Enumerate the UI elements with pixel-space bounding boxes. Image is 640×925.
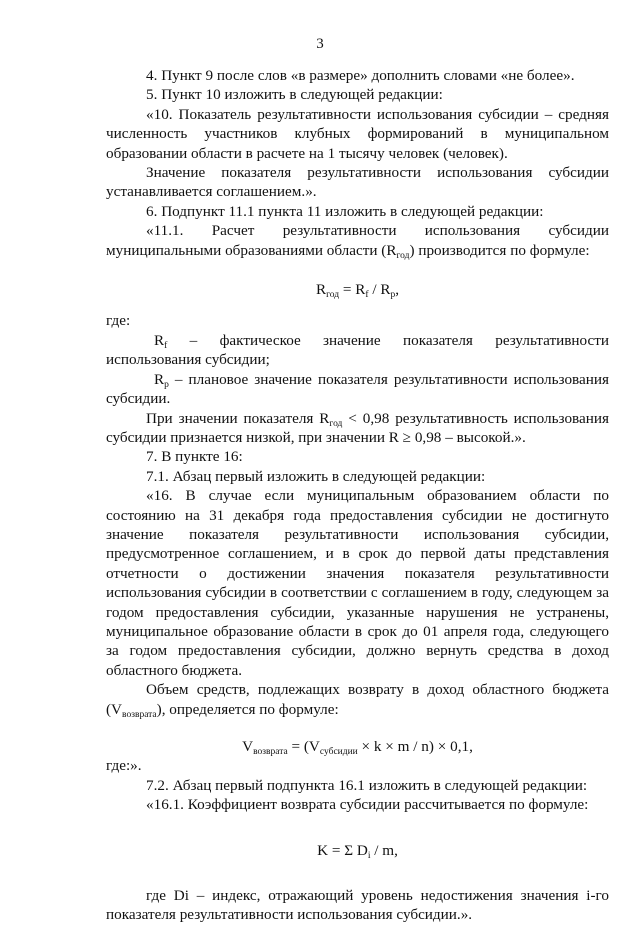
paragraph-clause-11-1: «11.1. Расчет результативности использования субсидии муниципальными образованиями области $(R_{год})$ производится по формуле: xyxy=(106,222,609,261)
paragraph-item-6: 6. Подпункт 11.1 пункта 11 изложить в следующей редакции: xyxy=(146,202,544,220)
paragraph-di-definition: где Di – индекс, отражающий уровень недостижения значения i-го показателя результативности использования субсидии.». xyxy=(106,887,609,924)
paragraph-clause-16: «16. В случае если муниципальным образованием области по состоянию на 31 декабря года предоставления субсидии не достигнуто значение показателя результативности использования субсидии, предусмотренное соглашением, и в срок до первой даты представления отчетности о достижении значения показателя результативности использования субсидии в соответствии с соглашением в году, следующем за годом предоставления субсидии, указанные нарушения не устранены, муниципальное образование области в срок до 01 апреля года, следующего за годом предоставления субсидии, должно вернуть средства в доход областного бюджета. xyxy=(106,487,609,679)
paragraph-item-7-2: 7.2. Абзац первый подпункта 16.1 изложить в следующей редакции: xyxy=(146,776,588,794)
paragraph-threshold: При значении показателя $R_{год} < 0,98$ результативность использования субсидии признается низкой, при значении R ≥ 0,98 – высокой.». xyxy=(106,409,609,446)
formula-coefficient: K = Σ $D_i$ / m, xyxy=(317,841,398,861)
paragraph-item-4: 4. Пункт 9 после слов «в размере» дополнить словами «не более». xyxy=(146,67,575,84)
paragraph-refund-volume: Объем средств, подлежащих возврату в доход областного бюджета $(V_{возврата})$, определяется по формуле: xyxy=(106,681,609,720)
definition-rp: $R_p$ – плановое значение показателя результативности использования субсидии. xyxy=(106,370,609,408)
page-number: 3 xyxy=(316,36,324,52)
paragraph-item-7-1: 7.1. Абзац первый изложить в следующей редакции: xyxy=(146,467,486,485)
document-body xyxy=(106,66,609,925)
paragraph-clause-16-1: «16.1. Коэффициент возврата субсидии рассчитывается по формуле: xyxy=(146,796,589,814)
paragraph-clause-10: «10. Показатель результативности использования субсидии – средняя численность участников клубных формирований в муниципальном образовании области в расчете на 1 тысячу человек (человек). xyxy=(106,105,609,162)
paragraph-indicator-value: Значение показателя результативности использования субсидии устанавливается соглашением.». xyxy=(106,164,609,201)
definition-rf: $R_f$ – фактическое значение показателя результативности использования субсидии; xyxy=(106,331,609,369)
paragraph-item-7: 7. В пункте 16: xyxy=(146,448,243,466)
formula-refund: $V_{возврата} = (V_{субсидии} \times k \times m / n) \times 0,1$, xyxy=(242,738,473,757)
where-label: где: xyxy=(106,312,131,330)
paragraph-item-5: 5. Пункт 10 изложить в следующей редакции: xyxy=(146,86,443,104)
where-label-2: где:». xyxy=(106,757,142,775)
formula-result: $R_{год} = R_f / R_p$, xyxy=(315,281,400,301)
